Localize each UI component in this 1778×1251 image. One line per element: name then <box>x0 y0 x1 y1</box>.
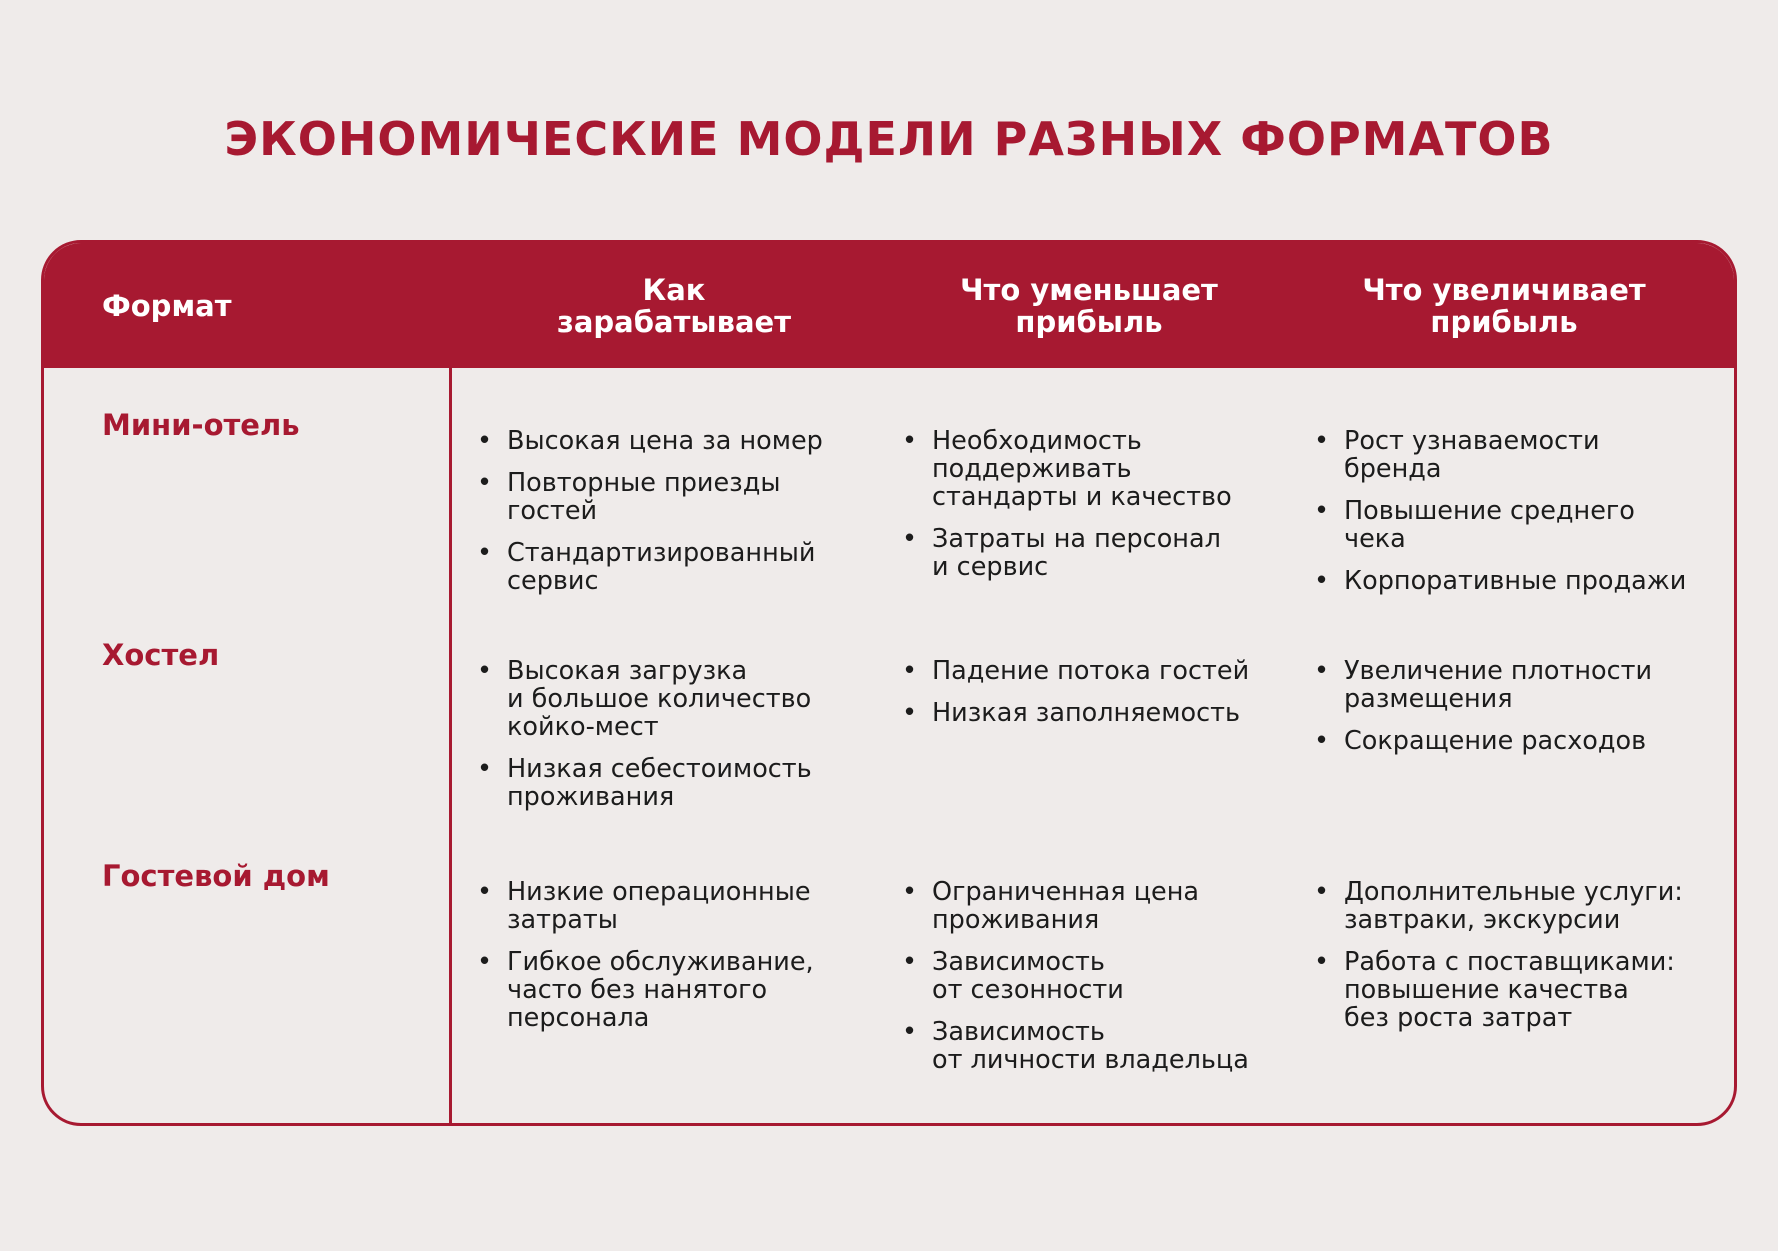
list-item <box>1314 427 1724 483</box>
header-text <box>1362 274 1645 338</box>
list-item-line: • Ограниченная цена <box>932 877 1200 907</box>
header-line: Как <box>642 272 706 307</box>
list-item-line: проживания <box>932 905 1100 935</box>
list-item-line: бренда <box>1344 454 1442 484</box>
list-item-line: • Зависимость <box>932 947 1105 977</box>
list-item <box>902 699 1287 727</box>
list-item <box>1314 878 1724 934</box>
header-text <box>102 290 232 322</box>
row-guest-house-decreases <box>902 878 1287 1088</box>
header-increases <box>1294 243 1714 368</box>
list-item-line: • Корпоративные продажи <box>1344 566 1687 596</box>
list-item-line: койко-мест <box>507 712 659 742</box>
list-item-line: • Увеличение плотности <box>1344 656 1653 686</box>
list-item-line: • Рост узнаваемости <box>1344 426 1600 456</box>
row-mini-hotel-increases <box>1314 427 1724 609</box>
list-item-line: повышение качества <box>1344 975 1629 1005</box>
list-item <box>902 525 1287 581</box>
list-item-line: и большое количество <box>507 684 812 714</box>
list-item <box>902 657 1287 685</box>
list-item-line: • Работа с поставщиками: <box>1344 947 1675 977</box>
header-line: Что увеличивает <box>1362 272 1646 307</box>
list-item <box>1314 497 1724 553</box>
row-hostel-decreases <box>902 657 1287 741</box>
list-item-line: затраты <box>507 905 618 935</box>
page-title: ЭКОНОМИЧЕСКИЕ МОДЕЛИ РАЗНЫХ ФОРМАТОВ <box>224 112 1554 166</box>
list-item-line: гостей <box>507 496 598 526</box>
row-mini-hotel-decreases <box>902 427 1287 595</box>
list-item-line: • Повышение среднего <box>1344 496 1635 526</box>
list-item-line: без роста затрат <box>1344 1003 1573 1033</box>
row-format-hostel: Хостел <box>102 638 220 672</box>
list-item-line: • Зависимость <box>932 1017 1105 1047</box>
list-item-line: • Гибкое обслуживание, <box>507 947 814 977</box>
list-item <box>477 469 852 525</box>
list-item <box>477 948 852 1032</box>
row-guest-house-earns <box>477 878 852 1046</box>
list-item-line: размещения <box>1344 684 1513 714</box>
list-item-line: завтраки, экскурсии <box>1344 905 1621 935</box>
list-item <box>477 427 852 455</box>
list-item-line: • Необходимость <box>932 426 1142 456</box>
header-format <box>102 243 432 368</box>
list-item <box>1314 948 1724 1032</box>
column-divider <box>449 368 452 1126</box>
list-item-line: часто без нанятого <box>507 975 768 1005</box>
header-line: Формат <box>102 288 232 323</box>
list-item-line: чека <box>1344 524 1406 554</box>
list-item-line: поддерживать <box>932 454 1132 484</box>
list-item-line: сервис <box>507 566 599 596</box>
header-line: прибыль <box>1430 304 1578 339</box>
list-item-line: • Сокращение расходов <box>1344 726 1647 756</box>
list-item <box>1314 657 1724 713</box>
list-item <box>1314 567 1724 595</box>
header-line: зарабатывает <box>557 304 791 339</box>
list-item-line: • Стандартизированный <box>507 538 816 568</box>
row-format-guest-house: Гостевой дом <box>102 859 330 893</box>
list-item <box>902 878 1287 934</box>
row-hostel-increases <box>1314 657 1724 769</box>
header-text <box>557 274 791 338</box>
list-item-line: • Высокая цена за номер <box>507 426 823 456</box>
header-decreases <box>884 243 1294 368</box>
list-item-line: • Затраты на персонал <box>932 524 1221 554</box>
formats-table <box>41 240 1737 1126</box>
table-header <box>44 243 1734 368</box>
list-item-line: • Низкие операционные <box>507 877 811 907</box>
row-mini-hotel-earns <box>477 427 852 609</box>
header-text <box>960 274 1218 338</box>
list-item-line: персонала <box>507 1003 650 1033</box>
header-earns <box>464 243 884 368</box>
list-item <box>902 1018 1287 1074</box>
row-guest-house-increases <box>1314 878 1724 1046</box>
list-item <box>902 948 1287 1004</box>
header-line: Что уменьшает <box>960 272 1218 307</box>
row-format-mini-hotel: Мини-отель <box>102 408 300 442</box>
list-item-line: • Низкая себестоимость <box>507 754 812 784</box>
list-item-line: • Дополнительные услуги: <box>1344 877 1683 907</box>
list-item <box>477 657 852 741</box>
row-hostel-earns <box>477 657 852 825</box>
list-item <box>902 427 1287 511</box>
list-item-line: • Падение потока гостей <box>932 656 1250 686</box>
list-item-line: проживания <box>507 782 675 812</box>
list-item-line: • Повторные приезды <box>507 468 781 498</box>
list-item <box>477 878 852 934</box>
list-item <box>477 539 852 595</box>
list-item-line: • Высокая загрузка <box>507 656 748 686</box>
list-item-line: от личности владельца <box>932 1045 1249 1075</box>
list-item <box>477 755 852 811</box>
list-item-line: от сезонности <box>932 975 1124 1005</box>
list-item <box>1314 727 1724 755</box>
list-item-line: • Низкая заполняемость <box>932 698 1240 728</box>
list-item-line: стандарты и качество <box>932 482 1232 512</box>
header-line: прибыль <box>1015 304 1163 339</box>
list-item-line: и сервис <box>932 552 1049 582</box>
